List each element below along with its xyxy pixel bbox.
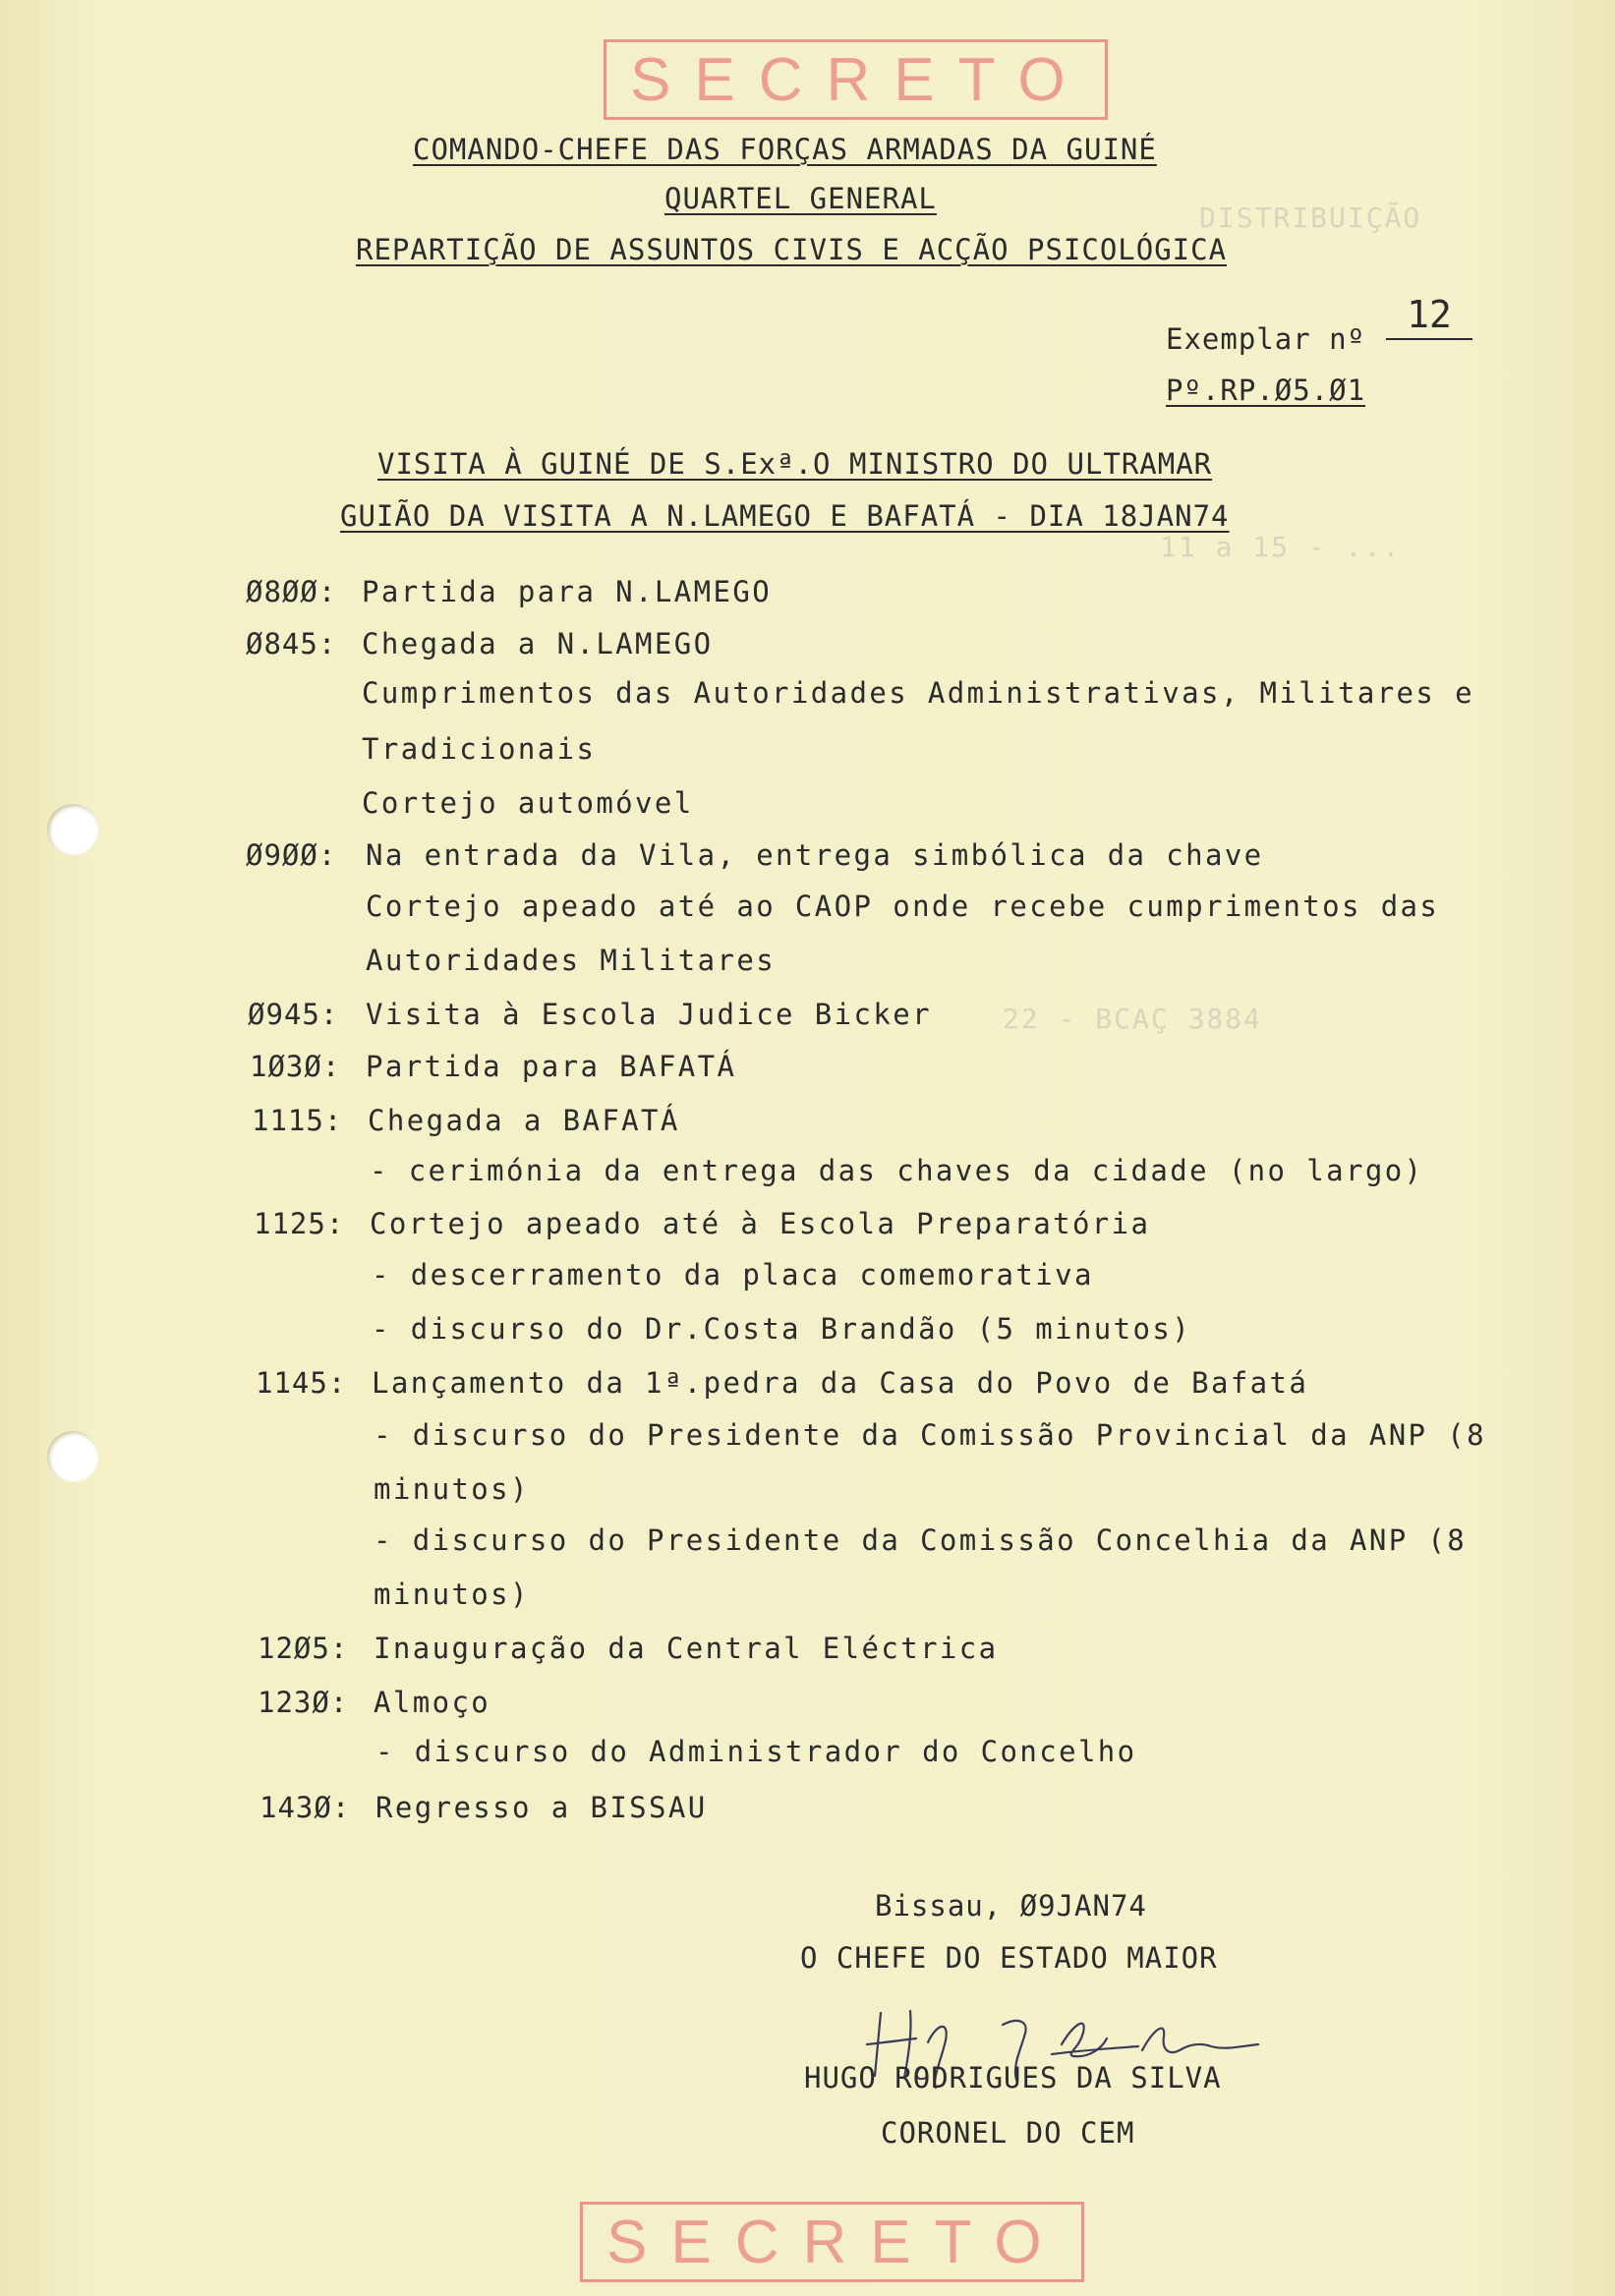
schedule-line: - discurso do Administrador do Concelho [375, 1735, 1137, 1768]
signatory-name: HUGO RODRIGUES DA SILVA [804, 2061, 1222, 2095]
secret-stamp-bottom: SECRETO [580, 2202, 1084, 2282]
schedule-line: - discurso do Dr.Costa Brandão (5 minutos) [372, 1312, 1192, 1346]
schedule-time: Ø8ØØ: [246, 575, 337, 608]
schedule-time: 143Ø: [260, 1791, 351, 1824]
schedule-time: 1125: [254, 1207, 345, 1240]
signatory-rank: CORONEL DO CEM [881, 2116, 1135, 2150]
bleed-through-text: 22 - BCAÇ 3884 [1003, 1003, 1263, 1035]
punch-hole [47, 1431, 98, 1482]
schedule-line: Chegada a BAFATÁ [368, 1104, 680, 1137]
header-quartel: QUARTEL GENERAL [664, 182, 937, 215]
schedule-line: Visita à Escola Judice Bicker [366, 998, 932, 1031]
punch-hole [47, 804, 98, 855]
schedule-line: Inauguração da Central Eléctrica [374, 1632, 999, 1665]
exemplar-label: Exemplar nº [1166, 322, 1366, 356]
schedule-line: Cortejo automóvel [362, 786, 694, 820]
header-repartition: REPARTIÇÃO DE ASSUNTOS CIVIS E ACÇÃO PSICOLÓGICA [356, 233, 1228, 266]
schedule-time: Ø9ØØ: [246, 838, 337, 872]
schedule-line: Cumprimentos das Autoridades Administrativas, Militares e [362, 676, 1474, 710]
schedule-time: 1Ø3Ø: [250, 1050, 341, 1083]
schedule-time: 1145: [256, 1366, 347, 1400]
schedule-line: minutos) [374, 1472, 530, 1506]
secret-stamp-top: SECRETO [604, 39, 1108, 120]
visit-title: VISITA À GUINÉ DE S.Exª.O MINISTRO DO ULTRAMAR [377, 447, 1213, 481]
schedule-line: - discurso do Presidente da Comissão Concelhia da ANP (8 [374, 1523, 1468, 1557]
schedule-line: Partida para N.LAMEGO [362, 575, 773, 608]
signatory-role: O CHEFE DO ESTADO MAIOR [800, 1941, 1218, 1975]
exemplar-number: 12 [1386, 293, 1472, 340]
schedule-line: Regresso a BISSAU [375, 1791, 708, 1824]
schedule-time: 12Ø5: [258, 1632, 349, 1665]
schedule-line: Autoridades Militares [366, 944, 777, 977]
schedule-time: 123Ø: [258, 1686, 349, 1719]
schedule-line: Lançamento da 1ª.pedra da Casa do Povo de Bafatá [372, 1366, 1309, 1400]
schedule-line: Na entrada da Vila, entrega simbólica da chave [366, 838, 1264, 872]
schedule-line: Cortejo apeado até à Escola Preparatória [370, 1207, 1151, 1240]
schedule-line: Chegada a N.LAMEGO [362, 627, 714, 660]
schedule-line: - cerimónia da entrega das chaves da cidade (no largo) [370, 1154, 1424, 1187]
schedule-line: Tradicionais [362, 732, 597, 766]
bleed-through-text: 11 a 15 - ... [1160, 531, 1402, 563]
schedule-line: - discurso do Presidente da Comissão Provincial da ANP (8 [374, 1418, 1486, 1452]
schedule-line: - descerramento da placa comemorativa [372, 1258, 1094, 1292]
visit-subtitle: GUIÃO DA VISITA A N.LAMEGO E BAFATÁ - DIA 18JAN74 [340, 499, 1230, 533]
schedule-line: Partida para BAFATÁ [366, 1050, 737, 1083]
place-date: Bissau, Ø9JAN74 [875, 1889, 1147, 1923]
schedule-line: minutos) [374, 1578, 530, 1611]
schedule-time: Ø945: [248, 998, 339, 1031]
schedule-line: Almoço [374, 1686, 491, 1719]
process-reference: Pº.RP.Ø5.Ø1 [1166, 373, 1366, 407]
schedule-line: Cortejo apeado até ao CAOP onde recebe cumprimentos das [366, 890, 1440, 923]
schedule-time: Ø845: [246, 627, 337, 660]
header-command: COMANDO-CHEFE DAS FORÇAS ARMADAS DA GUINÉ [413, 133, 1157, 166]
schedule-time: 1115: [252, 1104, 343, 1137]
bleed-through-text: DISTRIBUIÇÃO [1199, 201, 1422, 234]
